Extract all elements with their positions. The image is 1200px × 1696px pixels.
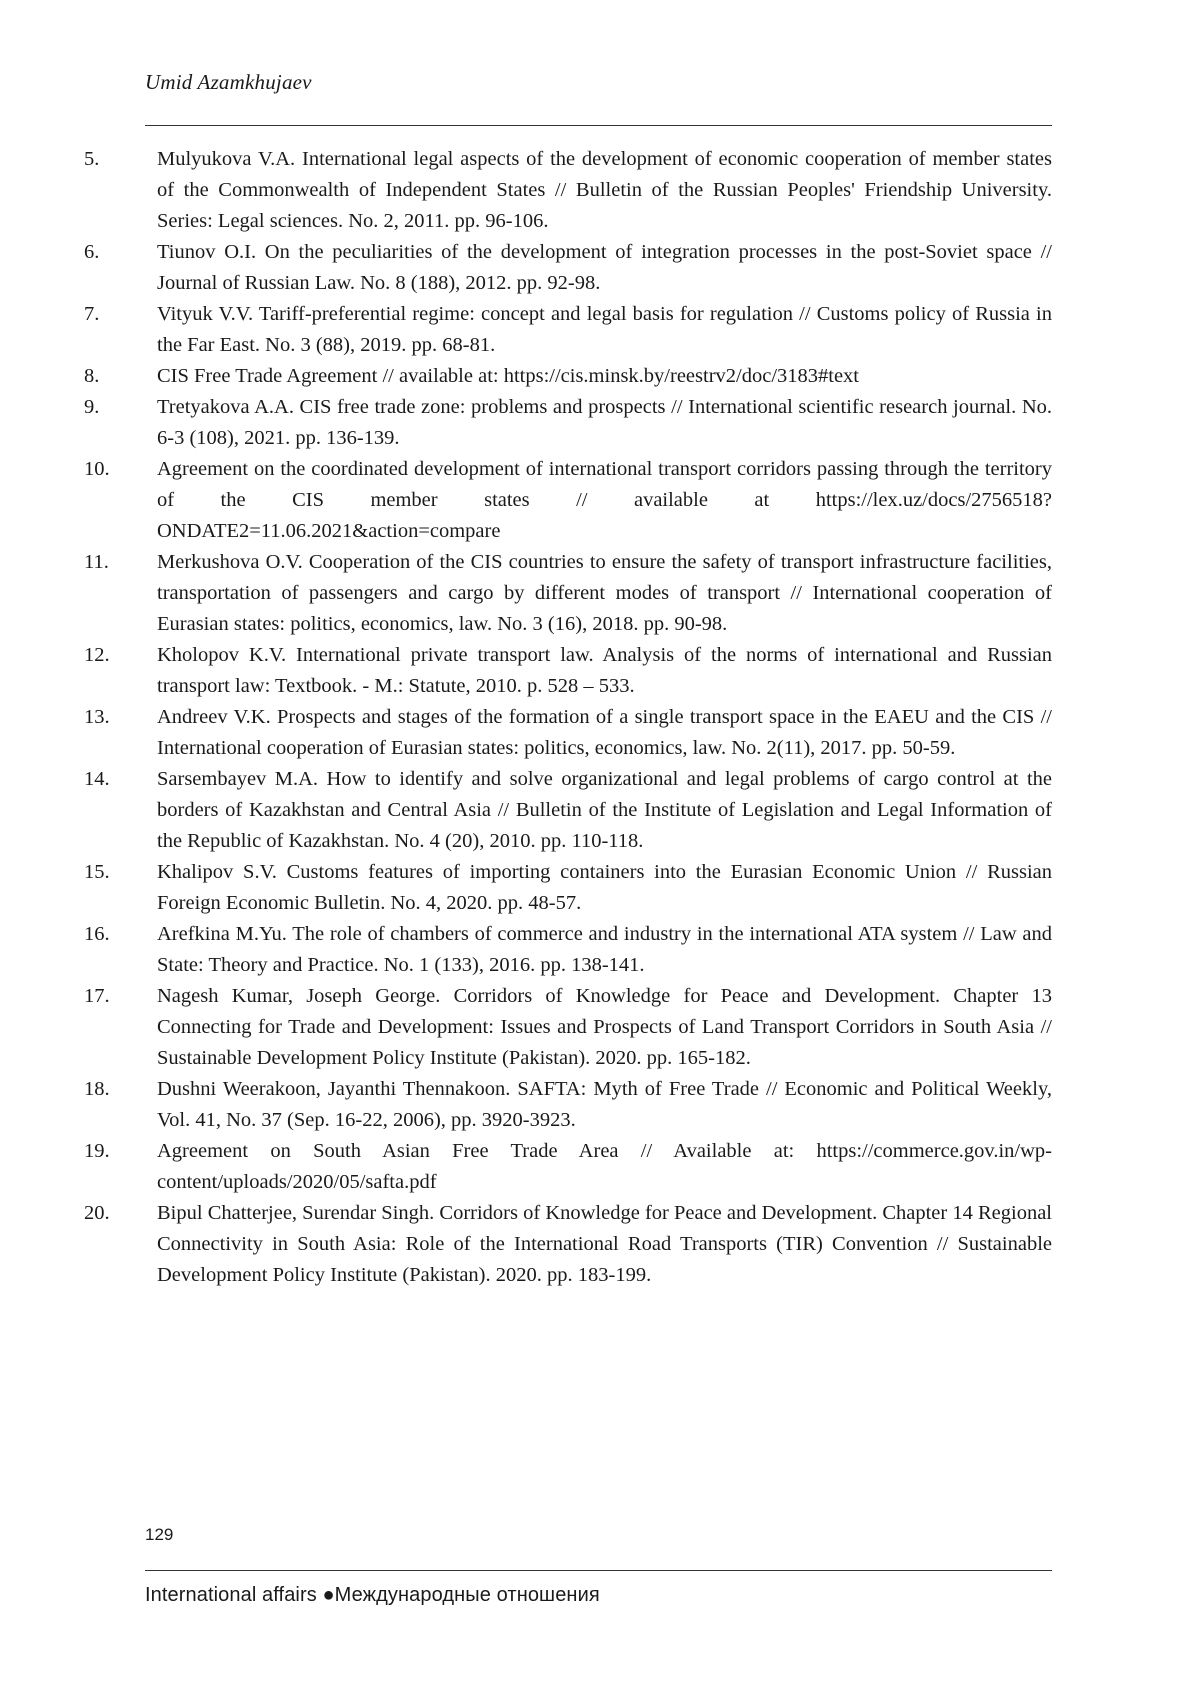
reference-item	[0, 1136, 1200, 1198]
reference-text: Tretyakova A.A. CIS free trade zone: problems and prospects // International scientific research journal. No. 6-3 (108), 2021. pp. 136-139.	[157, 396, 1052, 449]
reference-item	[0, 547, 1200, 640]
header-divider	[145, 125, 1052, 126]
reference-item	[0, 919, 1200, 981]
reference-number: 13.	[84, 706, 110, 728]
reference-text: Agreement on the coordinated development of international transport corridors passing through the territory of the CIS member states // available at https://lex.uz/docs/2756518?ONDATE2=11.06.2021&action=compare	[157, 458, 1052, 542]
reference-number: 9.	[84, 396, 100, 418]
reference-item	[0, 237, 1200, 299]
reference-number: 20.	[84, 1202, 110, 1224]
reference-text: Nagesh Kumar, Joseph George. Corridors of Knowledge for Peace and Development. Chapter 13 Connecting for Trade and Development: Issues and Prospects of Land Transport Corridors in South Asia // Sustainable Development Policy Institute (Pakistan). 2020. pp. 165-182.	[157, 985, 1052, 1069]
reference-number: 15.	[84, 861, 110, 883]
reference-text: Tiunov O.I. On the peculiarities of the development of integration processes in the post-Soviet space // Journal of Russian Law. No. 8 (188), 2012. pp. 92-98.	[157, 241, 1052, 294]
reference-item	[0, 392, 1200, 454]
reference-text: Andreev V.K. Prospects and stages of the formation of a single transport space in the EAEU and the CIS // International cooperation of Eurasian states: politics, economics, law. No. 2(11), 2017. pp. 50-59.	[157, 706, 1052, 759]
reference-item	[0, 702, 1200, 764]
reference-item	[0, 1198, 1200, 1291]
journal-footer: International affairs ●Международные отношения	[145, 1584, 600, 1606]
reference-item	[0, 144, 1200, 237]
reference-item	[0, 454, 1200, 547]
reference-text: Kholopov K.V. International private transport law. Analysis of the norms of international and Russian transport law: Textbook. - M.: Statute, 2010. p. 528 – 533.	[157, 644, 1052, 697]
reference-text: Mulyukova V.A. International legal aspects of the development of economic cooperation of member states of the Commonwealth of Independent States // Bulletin of the Russian Peoples' Friendship University. Series: Legal sciences. No. 2, 2011. pp. 96-106.	[157, 148, 1052, 232]
reference-text: Bipul Chatterjee, Surendar Singh. Corridors of Knowledge for Peace and Development. Chapter 14 Regional Connectivity in South Asia: Role of the International Road Transports (TIR) Convention // Sustainable Development Policy Institute (Pakistan). 2020. pp. 183-199.	[157, 1202, 1052, 1286]
reference-number: 8.	[84, 365, 100, 387]
page-number: 129	[145, 1525, 174, 1544]
reference-text: Merkushova O.V. Cooperation of the CIS countries to ensure the safety of transport infrastructure facilities, transportation of passengers and cargo by different modes of transport // International cooperation of Eurasian states: politics, economics, law. No. 3 (16), 2018. pp. 90-98.	[157, 551, 1052, 635]
reference-text: Arefkina M.Yu. The role of chambers of commerce and industry in the international ATA system // Law and State: Theory and Practice. No. 1 (133), 2016. pp. 138-141.	[157, 923, 1052, 976]
reference-item	[0, 299, 1200, 361]
reference-number: 12.	[84, 644, 110, 666]
running-head-author: Umid Azamkhujaev	[145, 70, 312, 94]
reference-item	[0, 1074, 1200, 1136]
reference-text: CIS Free Trade Agreement // available at: https://cis.minsk.by/reestrv2/doc/3183#text	[157, 365, 860, 387]
reference-item	[0, 764, 1200, 857]
reference-number: 6.	[84, 241, 100, 263]
reference-number: 11.	[84, 551, 109, 573]
reference-item	[0, 857, 1200, 919]
reference-number: 7.	[84, 303, 100, 325]
reference-number: 19.	[84, 1140, 110, 1162]
reference-text: Vityuk V.V. Tariff-preferential regime: concept and legal basis for regulation // Customs policy of Russia in the Far East. No. 3 (88), 2019. pp. 68-81.	[157, 303, 1052, 356]
reference-number: 18.	[84, 1078, 110, 1100]
reference-text: Khalipov S.V. Customs features of importing containers into the Eurasian Economic Union // Russian Foreign Economic Bulletin. No. 4, 2020. pp. 48-57.	[157, 861, 1052, 914]
reference-item	[0, 361, 1200, 392]
footer-divider	[145, 1570, 1052, 1571]
reference-text: Agreement on South Asian Free Trade Area // Available at: https://commerce.gov.in/wp-content/uploads/2020/05/safta.pdf	[157, 1140, 1052, 1193]
reference-item	[0, 981, 1200, 1074]
reference-item	[0, 640, 1200, 702]
reference-number: 14.	[84, 768, 110, 790]
reference-number: 10.	[84, 458, 110, 480]
reference-number: 5.	[84, 148, 100, 170]
reference-text: Dushni Weerakoon, Jayanthi Thennakoon. SAFTA: Myth of Free Trade // Economic and Political Weekly, Vol. 41, No. 37 (Sep. 16-22, 2006), pp. 3920-3923.	[157, 1078, 1052, 1131]
reference-text: Sarsembayev M.A. How to identify and solve organizational and legal problems of cargo control at the borders of Kazakhstan and Central Asia // Bulletin of the Institute of Legislation and Legal Information of the Republic of Kazakhstan. No. 4 (20), 2010. pp. 110-118.	[157, 768, 1052, 852]
reference-number: 16.	[84, 923, 110, 945]
reference-number: 17.	[84, 985, 110, 1007]
reference-list	[0, 144, 1200, 1291]
